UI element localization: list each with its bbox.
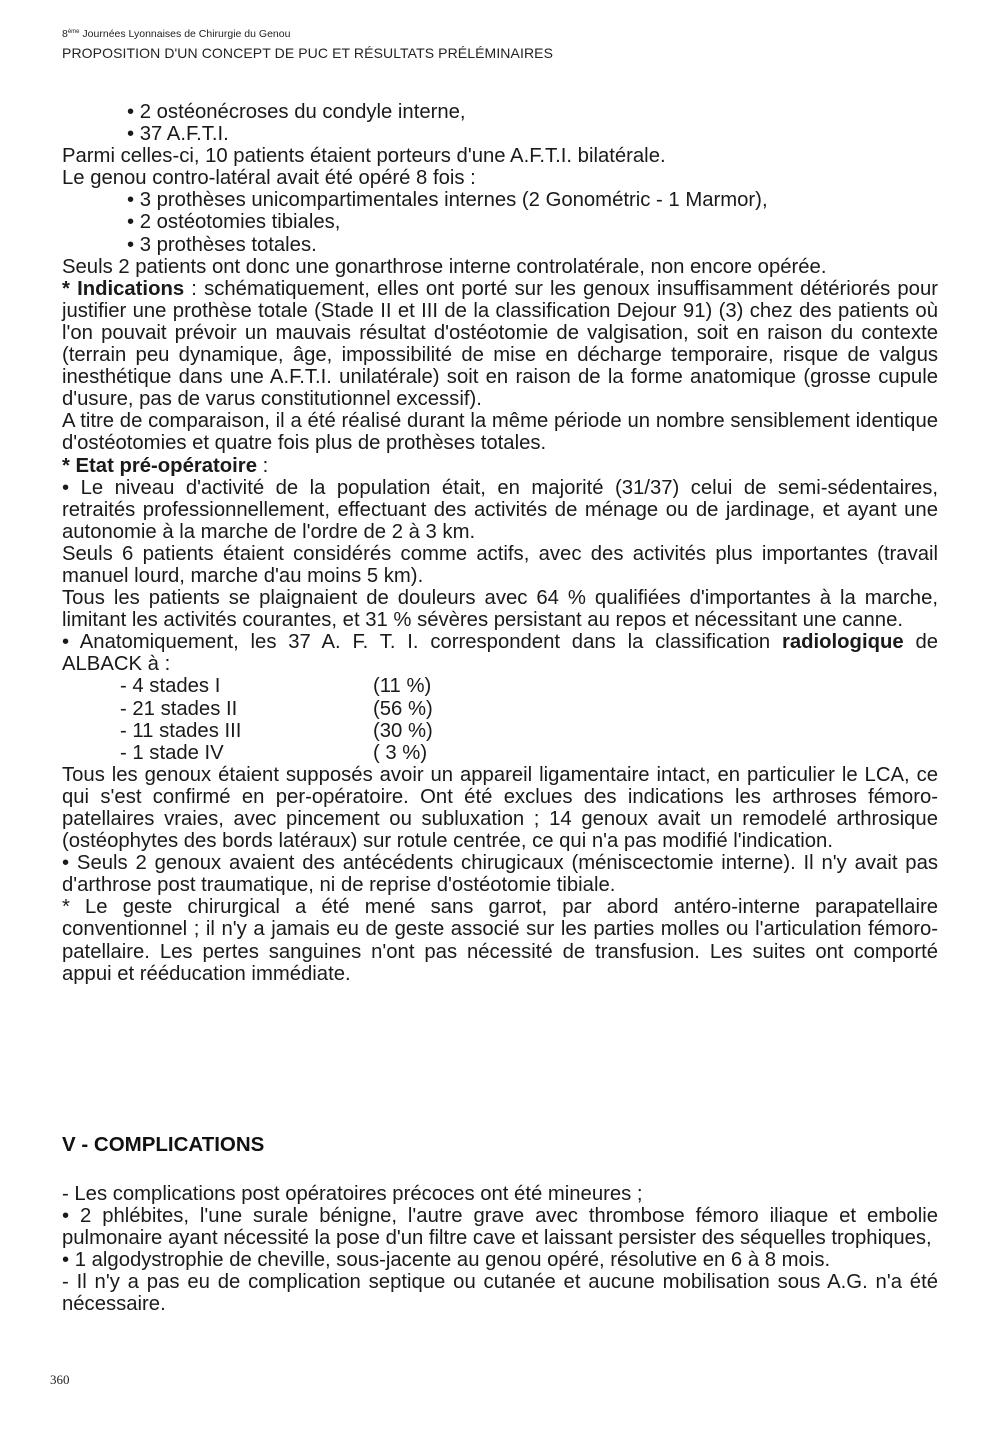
bullet-afti: • 37 A.F.T.I.	[127, 123, 229, 146]
body-text	[62, 101, 938, 985]
bullet-osteotomies: • 2 ostéotomies tibiales,	[127, 211, 341, 234]
paragraph-douleurs: Tous les patients se plaignaient de douleurs avec 64 % qualifiées d'importantes à la marche, limitant les activités courantes, et 31 % sévères persistant au repos et nécessitant une canne.	[62, 587, 938, 632]
paragraph-indications	[62, 278, 938, 411]
stade-row	[62, 720, 938, 742]
stade-percent: (56 %)	[373, 697, 433, 720]
complications-phlebites: • 2 phlébites, l'une surale bénigne, l'autre grave avec thrombose fémoro iliaque et embolie pulmonaire ayant nécessité la pose d'un filtre cave et laissant persister des séquelles trophiques,	[62, 1205, 938, 1250]
journal-header	[62, 28, 290, 40]
indications-text: : schématiquement, elles ont porté sur les genoux insuffisamment détériorés pour justifier une prothèse totale (Stade II et III de la classification Dejour 91) (3) chez des patients où l'on pouvait prévoir un mauvais résultat d'ostéotomie de valgisation, soit en raison du contexte (terrain peu dynamique, âge, impossibilité de mise en décharge temporaire, risque de valgus inesthétique dans une A.F.T.I. unilatérale) soit en raison de la forme anatomique (grosse cupule d'usure, pas de varus constitutionnel excessif).	[62, 277, 938, 411]
bullet-osteonecroses: • 2 ostéonécroses du condyle interne,	[127, 101, 466, 123]
paragraph-etat	[62, 455, 938, 477]
paragraph-actifs: Seuls 6 patients étaient considérés comme actifs, avec des activités plus importantes (travail manuel lourd, marche d'au moins 5 km).	[62, 542, 938, 587]
complications-septique: - Il n'y a pas eu de complication septique ou cutanée et aucune mobilisation sous A.G. n'a été nécessaire.	[62, 1271, 938, 1316]
header-journal-name: Journées Lyonnaises de Chirurgie du Genou	[79, 28, 291, 40]
stade-row	[62, 742, 938, 764]
article-title-header: PROPOSITION D'UN CONCEPT DE PUC ET RÉSULTATS PRÉLÉMINAIRES	[62, 45, 554, 61]
stade-row	[62, 675, 938, 697]
paragraph-activite: • Le niveau d'activité de la population était, en majorité (31/37) celui de semi-sédentaires, retraités professionnellement, effectuant des activités de ménage ou de jardinage, et ayant une autonomie à la marche de l'ordre de 2 à 3 km.	[62, 476, 938, 543]
paragraph-comparaison: A titre de comparaison, il a été réalisé durant la même période un nombre sensiblement identique d'ostéotomies et quatre fois plus de prothèses totales.	[62, 410, 938, 455]
complications-intro: - Les complications post opératoires précoces ont été mineures ;	[62, 1183, 643, 1205]
complications-algodystrophie: • 1 algodystrophie de cheville, sous-jacente au genou opéré, résolutive en 6 à 8 mois.	[62, 1249, 831, 1272]
paragraph-anatomie	[62, 631, 938, 675]
stade-label: - 21 stades II	[120, 697, 238, 720]
bullet-protheses-totales: • 3 prothèses totales.	[127, 233, 317, 256]
page-number: 360	[50, 1372, 70, 1387]
stade-percent: ( 3 %)	[373, 741, 428, 764]
paragraph-ligament: Tous les genoux étaient supposés avoir un appareil ligamentaire intact, en particulier le LCA, ce qui s'est confirmé en per-opératoire. Ont été exclues des indications les arthroses fémoro-patellaires vraies, avec pincement ou subluxation ; 14 genoux avait un remodelé arthrosique (ostéophytes des bords latéraux) sur rotule centrée, ce qui n'a pas modifié l'indication.	[62, 763, 938, 853]
indications-heading: * Indications	[62, 277, 185, 300]
stade-label: - 4 stades I	[120, 675, 221, 698]
paragraph-controlateral: Le genou contro-latéral avait été opéré 8 fois :	[62, 167, 476, 190]
bullet-protheses-uni: • 3 prothèses unicompartimentales internes (2 Gonométric - 1 Marmor),	[127, 189, 768, 212]
paragraph-gonarthrose: Seuls 2 patients ont donc une gonarthrose interne controlatérale, non encore opérée.	[62, 255, 827, 278]
etat-heading: * Etat pré-opératoire	[62, 454, 257, 477]
header-ordinal-suffix: ème	[67, 29, 80, 35]
stade-percent: (30 %)	[373, 719, 433, 742]
anatomie-text-a: • Anatomiquement, les 37 A. F. T. I. correspondent dans la classification	[62, 631, 782, 654]
etat-colon: :	[256, 454, 269, 477]
stade-percent: (11 %)	[373, 675, 432, 698]
paragraph-antecedents: • Seuls 2 genoux avaient des antécédents chirugicaux (méniscectomie interne). Il n'y avait pas d'arthrose post traumatique, ni de reprise d'ostéotomie tibiale.	[62, 852, 938, 897]
stade-label: - 1 stade IV	[120, 741, 224, 764]
section-title-complications: V - COMPLICATIONS	[62, 1133, 265, 1156]
paragraph-bilaterale: Parmi celles-ci, 10 patients étaient porteurs d'une A.F.T.I. bilatérale.	[62, 145, 666, 168]
stade-row	[62, 698, 938, 720]
header-ordinal: 8	[62, 28, 68, 40]
stades-list	[62, 675, 938, 763]
stade-label: - 11 stades III	[120, 719, 242, 742]
anatomie-radiologique: radiologique	[781, 631, 904, 654]
paragraph-geste: * Le geste chirurgical a été mené sans garrot, par abord antéro-interne parapatellaire conventionnel ; il n'y a jamais eu de geste associé sur les parties molles ou l'articulation fémoro-patellaire. Les pertes sanguines n'ont pas nécessité de transfusion. Les suites ont comporté appui et rééducation immédiate.	[62, 896, 938, 985]
anatomie-text-c: de ALBACK à :	[62, 631, 939, 676]
complications-text	[62, 1183, 938, 1316]
